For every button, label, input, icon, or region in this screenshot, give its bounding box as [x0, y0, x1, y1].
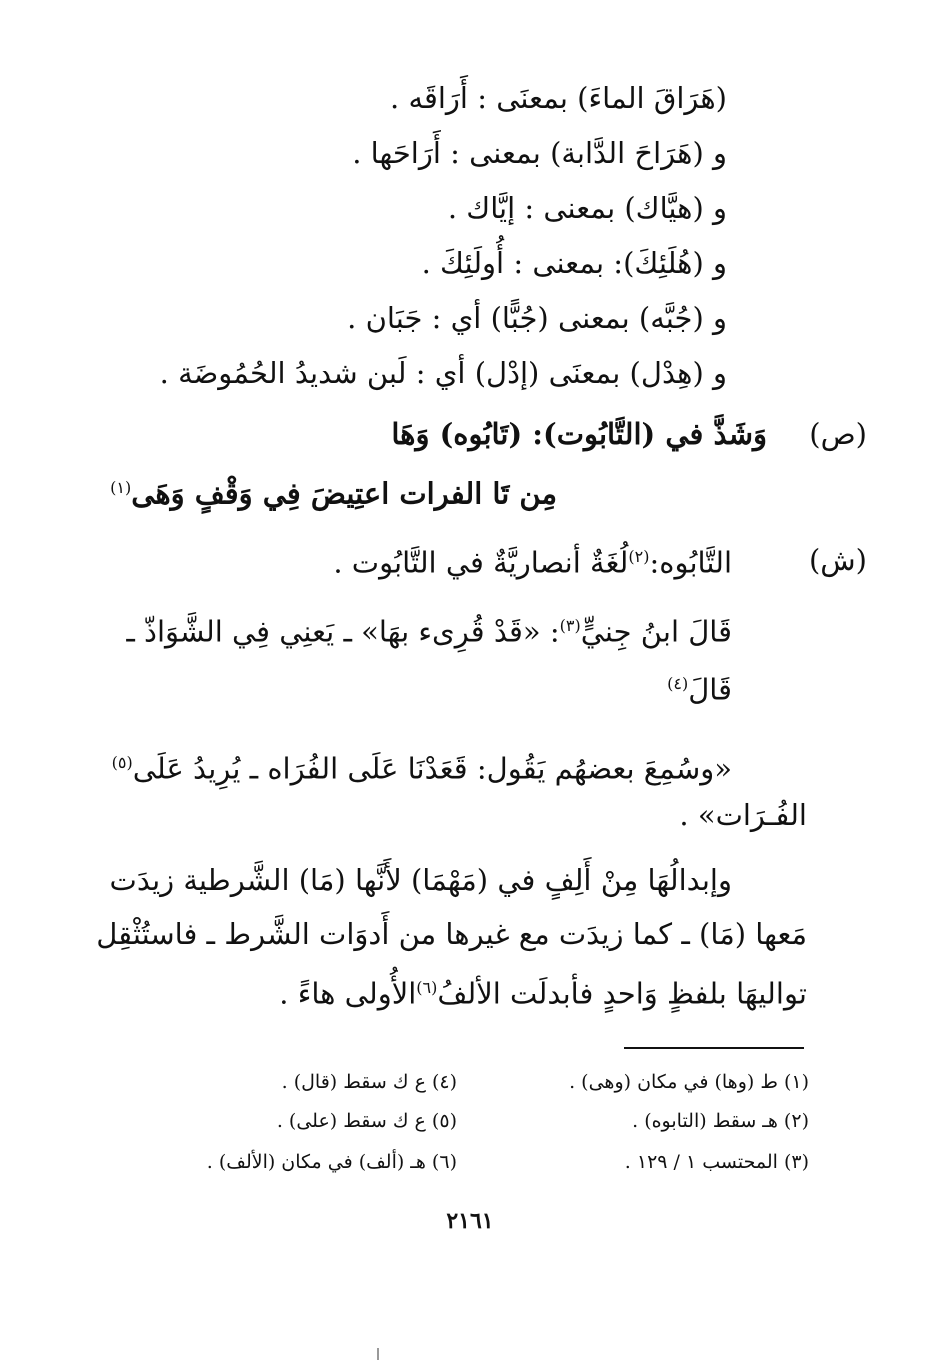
- entry-line-3: و (هيَّاك) بمعنى : إيَّاك .: [447, 191, 727, 225]
- verse-line-2: [110, 468, 557, 514]
- scan-mark: [377, 1348, 379, 1360]
- commentary-para-4-line-1: وإبدالُهَا مِنْ أَلِفٍ في (مَهْمَا) لأَنَّها (مَا) الشَّرطية زيدَت: [109, 863, 732, 897]
- footnote-5: (٥) ع ك سقط (على) .: [276, 1110, 457, 1132]
- commentary-para-2-a: قَالَ ابنُ جِنيٍّ: [580, 614, 732, 649]
- footnote-6: (٦) هـ (ألف) في مكان (الألف) .: [206, 1151, 457, 1173]
- verse-line-1: وَشَذَّ في (التَّابُوت): (تَابُوه) وَهَا: [391, 417, 767, 451]
- footnote-ref-5: (٥): [111, 753, 133, 772]
- entry-line-2: و (هَرَاحَ الدَّابة) بمعنى : أَرَاحَها .: [352, 136, 727, 170]
- commentary-para-2-b: : «قَدْ قُرِىء بهَا» ـ يَعنِي فِي الشَّوَاذّ ـ: [126, 614, 560, 649]
- commentary-para-3: [112, 743, 732, 789]
- footnote-3: (٣) المحتسب ١ / ١٢٩ .: [624, 1151, 809, 1173]
- entry-line-1: (هَرَاقَ الماءَ) بمعنَى : أَرَاقَه .: [390, 81, 727, 115]
- footnote-1: (١) ط (وها) في مكان (وهى) .: [569, 1071, 809, 1093]
- commentary-para-1-b: لُغَةٌ أنصاريَّةٌ في التَّابُوت .: [333, 545, 629, 580]
- entry-line-6: و (هِدْل) بمعنَى (إدْل) أي : لَبن شديدُ الحُمُوضَة .: [159, 356, 727, 390]
- entry-line-4: و (هُلَئِكَ): بمعنى : أُولَئِكَ .: [421, 246, 727, 280]
- commentary-para-2: [126, 606, 732, 652]
- footnote-4: (٤) ع ك سقط (قال) .: [281, 1071, 457, 1093]
- footnote-ref-6: (٦): [416, 978, 438, 997]
- commentary-para-4-line-3-b: الأُولى هاءً .: [279, 976, 417, 1011]
- footnote-ref-3: (٣): [559, 616, 581, 635]
- commentary-para-4-line-3: [279, 968, 807, 1014]
- verse-marker: (ص): [809, 417, 867, 451]
- commentary-para-1-a: التَّابُوه:: [649, 545, 732, 580]
- commentary-para-2-end: [667, 664, 732, 710]
- commentary-para-3-end: الفُـرَات» .: [679, 798, 807, 832]
- page-number: ٢١٦١: [446, 1208, 494, 1234]
- commentary-para-3-a: «وسُمِعَ بعضهُم يَقُول: قَعَدْنَا عَلَى الفُرَاه ـ يُرِيدُ عَلَى: [132, 751, 732, 786]
- commentary-para-1: [333, 537, 732, 583]
- commentary-para-4-line-2: مَعها (مَا) ـ كما زيدَت مع غيرها من أَدوَات الشَّرط ـ فاستُثْقِل: [96, 917, 807, 951]
- commentary-para-2-c: قَالَ: [688, 672, 732, 707]
- footnote-ref-2: (٢): [628, 547, 650, 566]
- commentary-para-4-line-3-a: تواليهَا بلفظٍ وَاحدٍ فأبدلَت الألفُ: [437, 976, 807, 1011]
- footnote-ref-1: (١): [110, 478, 132, 497]
- footnote-2: (٢) هـ سقط (التابوه) .: [632, 1110, 809, 1132]
- commentary-marker: (ش): [808, 543, 867, 577]
- entry-line-5: و (جُبَّه) بمعنى (جُبًّا) أي : جَبَان .: [347, 301, 727, 335]
- footnote-ref-4: (٤): [667, 674, 689, 693]
- footnote-separator: [624, 1047, 804, 1049]
- verse-line-2-text: مِن تَا الفرات اعتِيضَ فِي وَقْفٍ وَهَى: [131, 476, 557, 511]
